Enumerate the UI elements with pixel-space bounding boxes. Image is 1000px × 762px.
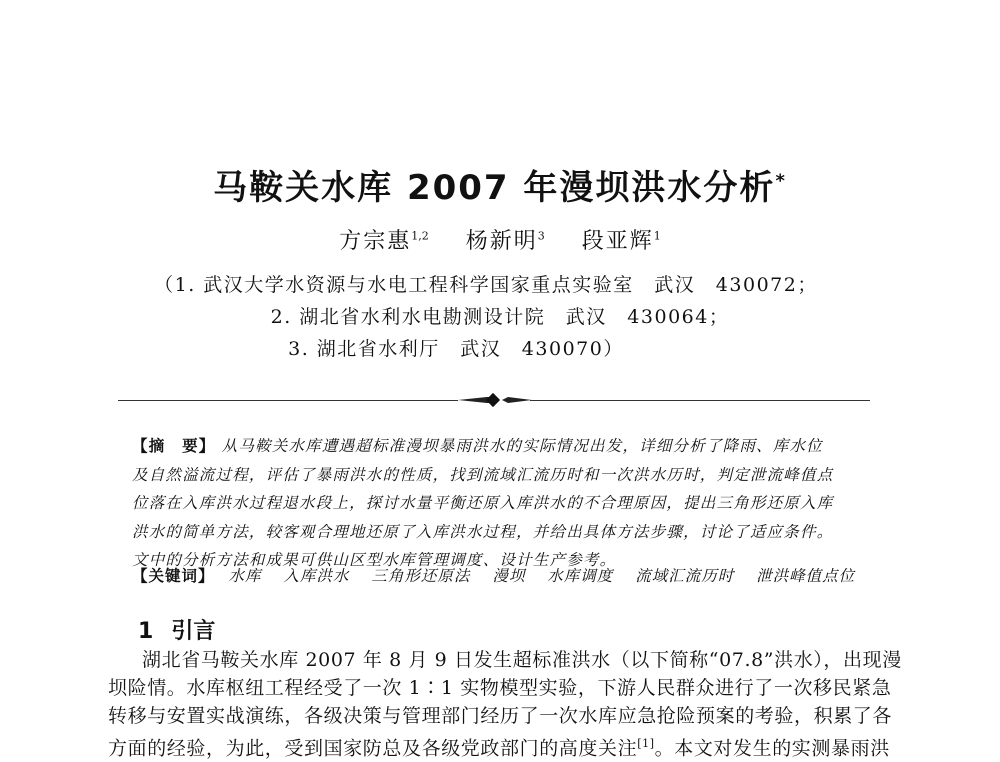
title-text: 马鞍关水库 2007 年漫坝洪水分析 [213,168,776,208]
keyword: 流域汇流历时 [635,567,735,585]
section-heading [138,614,215,645]
title-footnote-mark: * [775,170,787,192]
author-1 [339,224,429,255]
abstract-label: 【摘 要】 [132,437,216,455]
abstract-line-3: 位落在入库洪水过程退水段上，探讨水量平衡还原入库洪水的不合理原因，提出三角形还原入库 [132,494,834,512]
divider-rule-right [530,400,870,401]
author-name: 方宗惠 [339,229,412,254]
body-line-3: 转移与安置实战演练，各级决策与管理部门经历了一次水库应急抢险预案的考验，积累了各 [108,705,893,727]
author-affil-mark: 1,2 [411,229,429,243]
author-name: 杨新明 [465,229,538,254]
author-2 [466,224,545,255]
keyword: 漫坝 [492,567,526,585]
keyword: 入库洪水 [283,567,350,585]
author-3 [582,224,661,255]
author-name: 段亚辉 [581,229,654,254]
affiliation-1: （1. 武汉大学水资源与水电工程科学国家重点实验室 武汉 430072； [154,274,818,296]
body-line-4-text: 方面的经验，为此，受到国家防总及各级党政部门的高度关注 [108,737,638,760]
abstract-line-1 [132,432,880,461]
body-line-2: 坝险情。水库枢纽工程经受了一次 1∶1 实物模型实验，下游人民群众进行了一次移民紧急 [108,677,892,699]
affiliation-3: 3. 湖北省水利厅 武汉 430070） [288,338,624,360]
abstract-line-5: 文中的分析方法和成果可供山区型水库管理调度、设计生产参考。 [132,551,617,569]
paper-title [0,160,1000,209]
divider-ornament-right [502,397,532,403]
decorative-divider [118,392,870,408]
author-affil-mark: 1 [653,229,661,243]
author-list [0,224,1000,255]
keyword: 水库 [228,567,262,585]
keyword: 泄洪峰值点位 [756,567,856,585]
body-line-4-tail: 。本文对发生的实测暴雨洪 [654,737,890,760]
section-title: 引言 [171,619,216,644]
affiliation-2: 2. 湖北省水利水电勘测设计院 武汉 430064； [270,306,730,328]
keywords [132,564,892,586]
body-paragraph [108,646,916,762]
abstract-line-4: 洪水的简单方法，较客观合理地还原了入库洪水过程，并给出具体方法步骤，讨论了适应条件。 [132,522,834,541]
abstract [132,432,880,575]
abstract-line-2: 及自然溢流过程，评估了暴雨洪水的性质，找到流域汇流历时和一次洪水历时，判定泄流峰值点 [132,465,834,484]
divider-rule-left [118,400,458,401]
keyword: 水库调度 [547,567,614,585]
keyword: 三角形还原法 [371,567,471,585]
abstract-text: 从马鞍关水库遭遇超标准漫坝暴雨洪水的实际情况出发，详细分析了降雨、库水位 [221,437,823,455]
author-affil-mark: 3 [537,229,545,243]
divider-diamond-icon [486,393,500,407]
body-line-4 [108,730,916,762]
keywords-label: 【关键词】 [132,567,215,585]
body-line-1: 湖北省马鞍关水库 2007 年 8 月 9 日发生超标准洪水（以下简称“07.8”洪水），出现漫 [142,649,902,671]
section-number: 1 [138,619,154,644]
citation-mark: [1] [637,737,655,750]
